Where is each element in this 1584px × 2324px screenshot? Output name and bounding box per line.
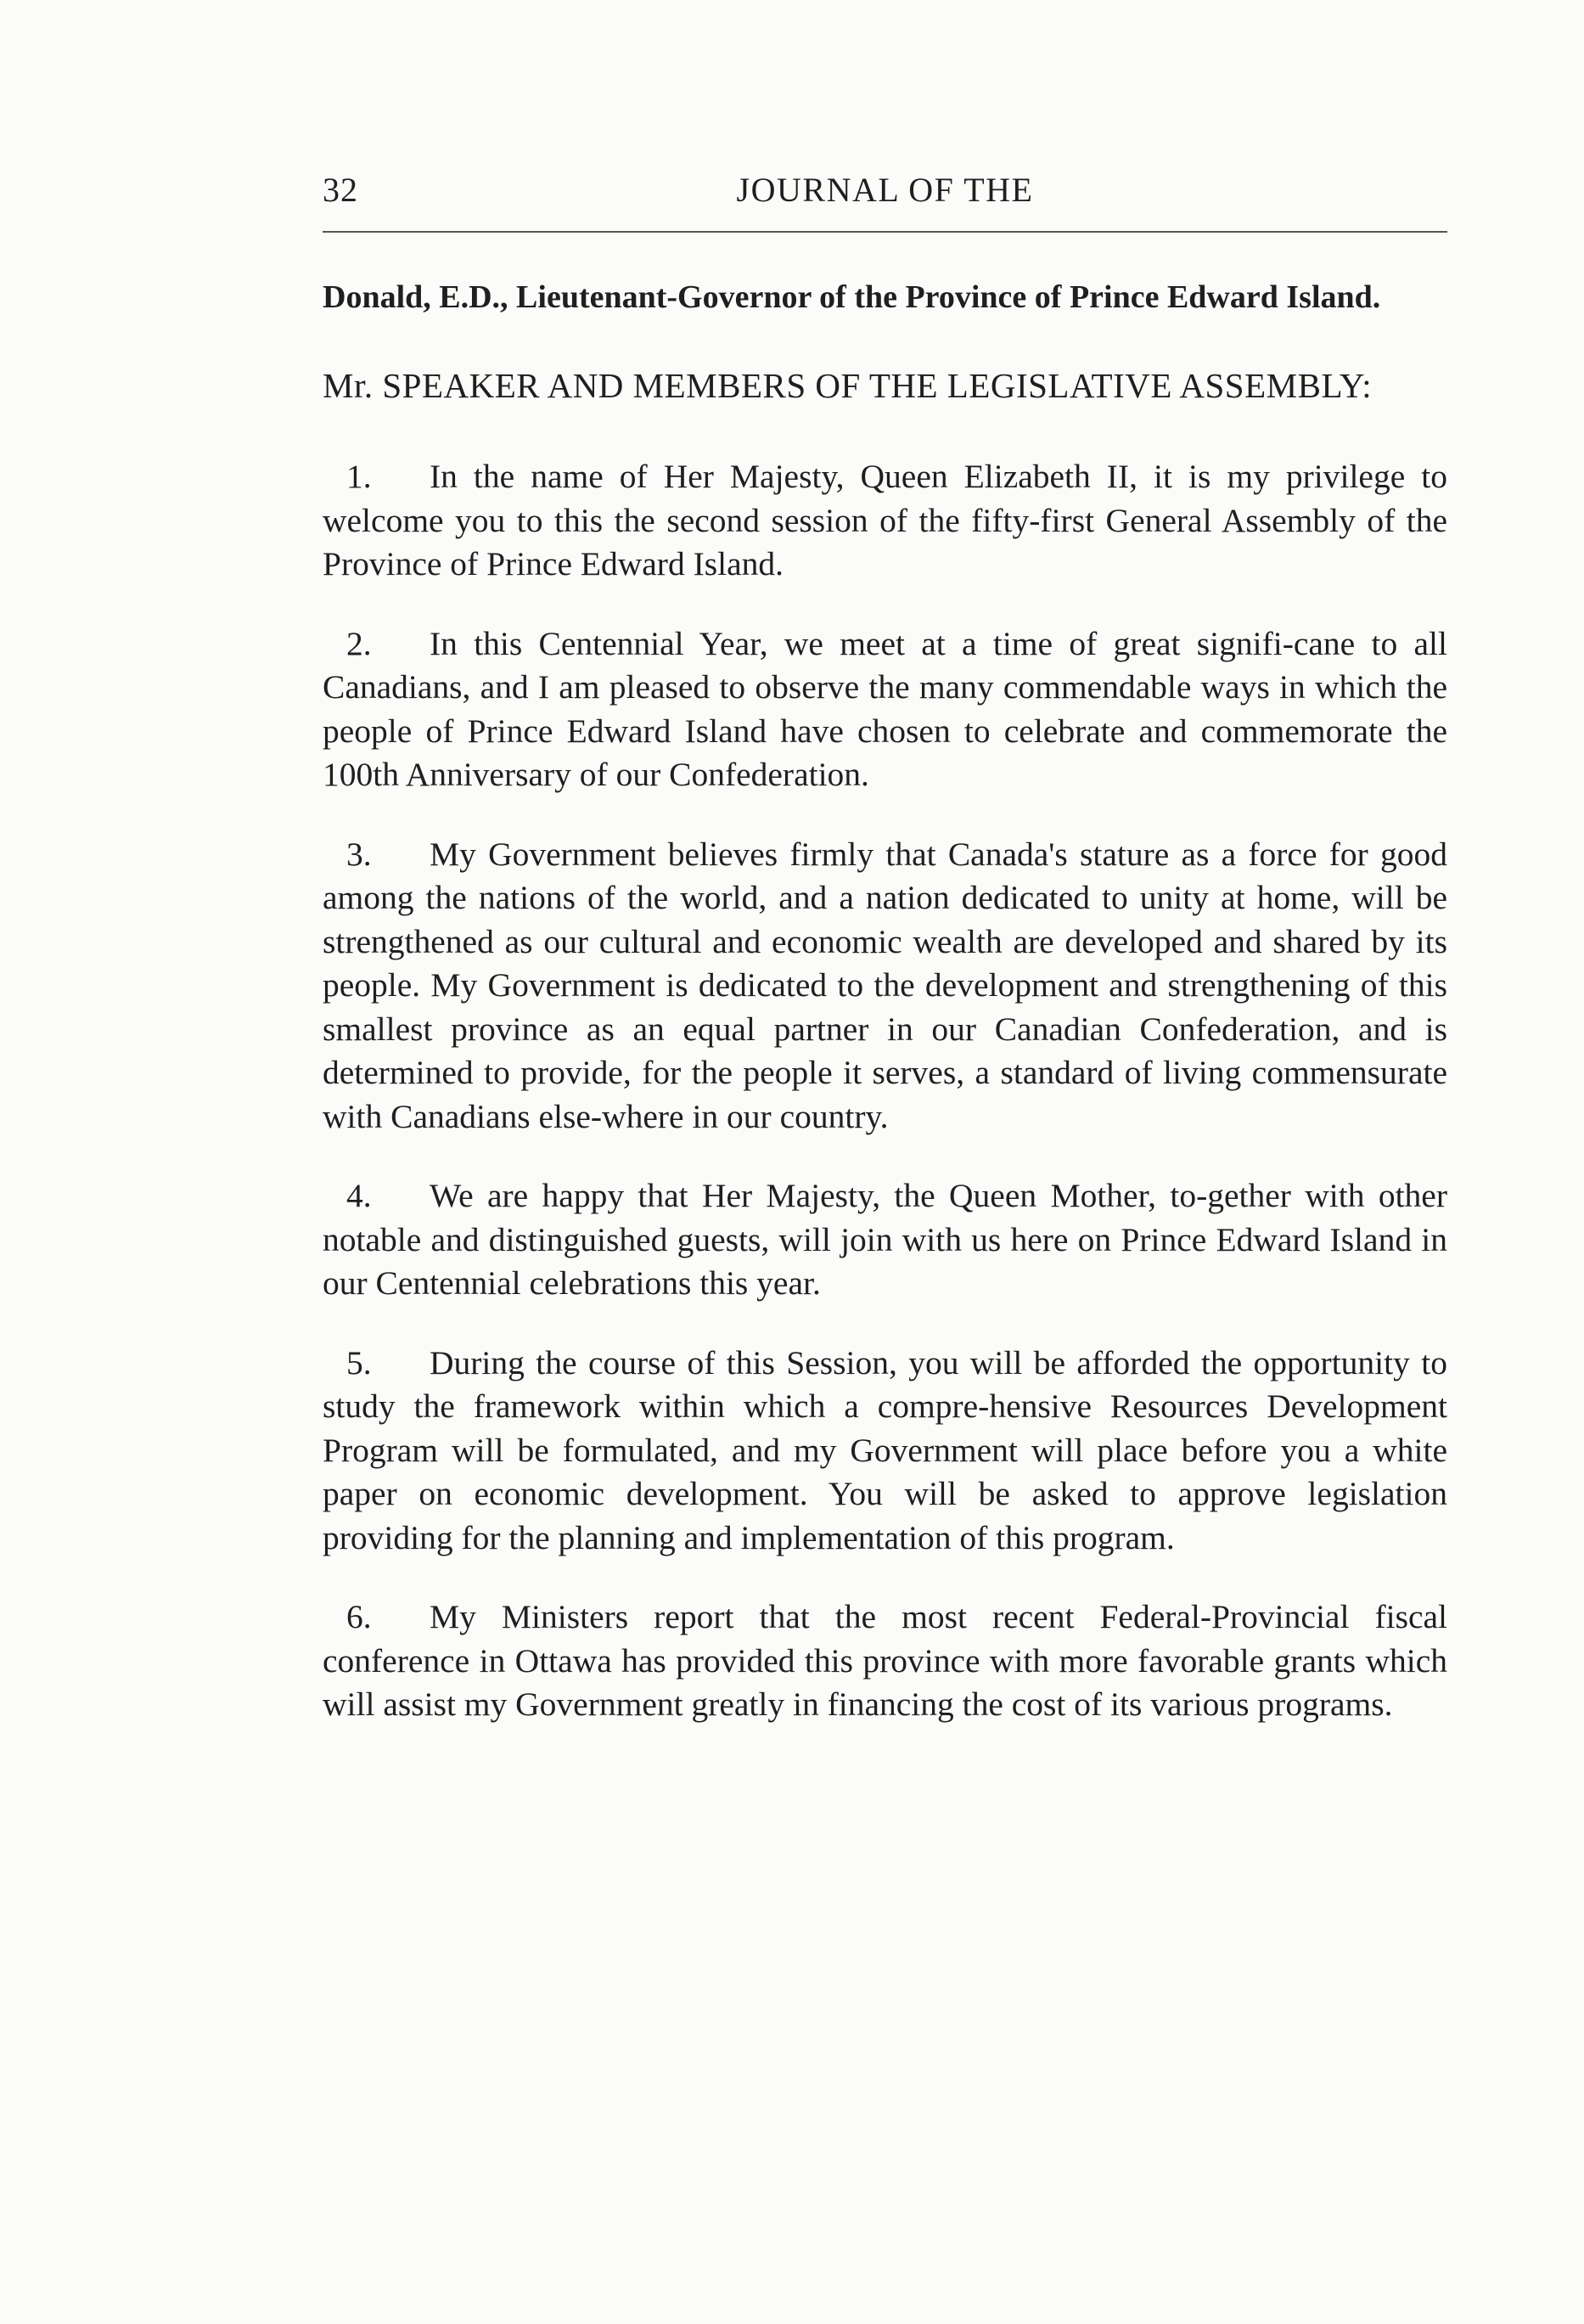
paragraph-text: We are happy that Her Majesty, the Queen Mother, to-gether with other notable and distinguished guests, will join with us here on Prince Edward Island in our Centennial celebrations this year. <box>323 1177 1447 1302</box>
running-head-title: JOURNAL OF THE <box>736 171 1034 209</box>
header-rule <box>323 231 1447 233</box>
paragraph-text: In this Centennial Year, we meet at a time of great signifi-cane to all Canadians, and I am pleased to observe the many commendable ways in which the people of Prince Edward Island have chosen to celebrate and commemorate the 100th Anniversary of our Confederation. <box>323 624 1447 793</box>
paragraph-number: 2. <box>346 624 372 662</box>
paragraph-number: 5. <box>346 1343 372 1381</box>
paragraph-text: In the name of Her Majesty, Queen Elizabeth II, it is my privilege to welcome you to this the second session of the fifty-first General Assembly of the Province of Prince Edward Island. <box>323 458 1447 582</box>
paragraph-number: 4. <box>346 1177 372 1214</box>
speech-paragraph <box>323 1174 1447 1306</box>
paragraph-text: My Government believes firmly that Canada's stature as a force for good among the nations of the world, and a nation dedicated to unity at home, will be strengthened as our cultural and economic wealth are developed and shared by its people. My Government is dedicated to the development and strengthening of this smallest province as an equal partner in our Canadian Confederation, and is determined to provide, for the people it serves, a standard of living commensurate with Canadians else-where in our country. <box>323 835 1447 1135</box>
speech-paragraph <box>323 1342 1447 1561</box>
salutation: Mr. SPEAKER AND MEMBERS OF THE LEGISLATIVE ASSEMBLY: <box>323 366 1373 405</box>
paragraph-number: 3. <box>346 835 372 873</box>
speech-paragraph <box>323 1595 1447 1727</box>
running-head <box>323 170 1447 221</box>
paragraph-number: 6. <box>346 1598 372 1635</box>
speech-paragraph <box>323 833 1447 1139</box>
journal-page <box>323 170 1447 1727</box>
paragraph-number: 1. <box>346 458 372 495</box>
paragraph-text: During the course of this Session, you will be afforded the opportunity to study the framework within which a compre-hensive Resources Development Program will be formulated, and my Government will place before you a white paper on economic development. You will be asked to approve legislation providing for the planning and implementation of this program. <box>323 1343 1447 1556</box>
page-number: 32 <box>323 171 358 209</box>
speech-attribution: Donald, E.D., Lieutenant-Governor of the Province of Prince Edward Island. <box>323 279 1381 315</box>
speech-paragraph <box>323 622 1447 797</box>
speech-paragraph <box>323 455 1447 587</box>
paragraph-text: My Ministers report that the most recent Federal-Provincial fiscal conference in Ottawa has provided this province with more favorable grants which will assist my Government greatly in financing the cost of its various programs. <box>323 1598 1447 1723</box>
